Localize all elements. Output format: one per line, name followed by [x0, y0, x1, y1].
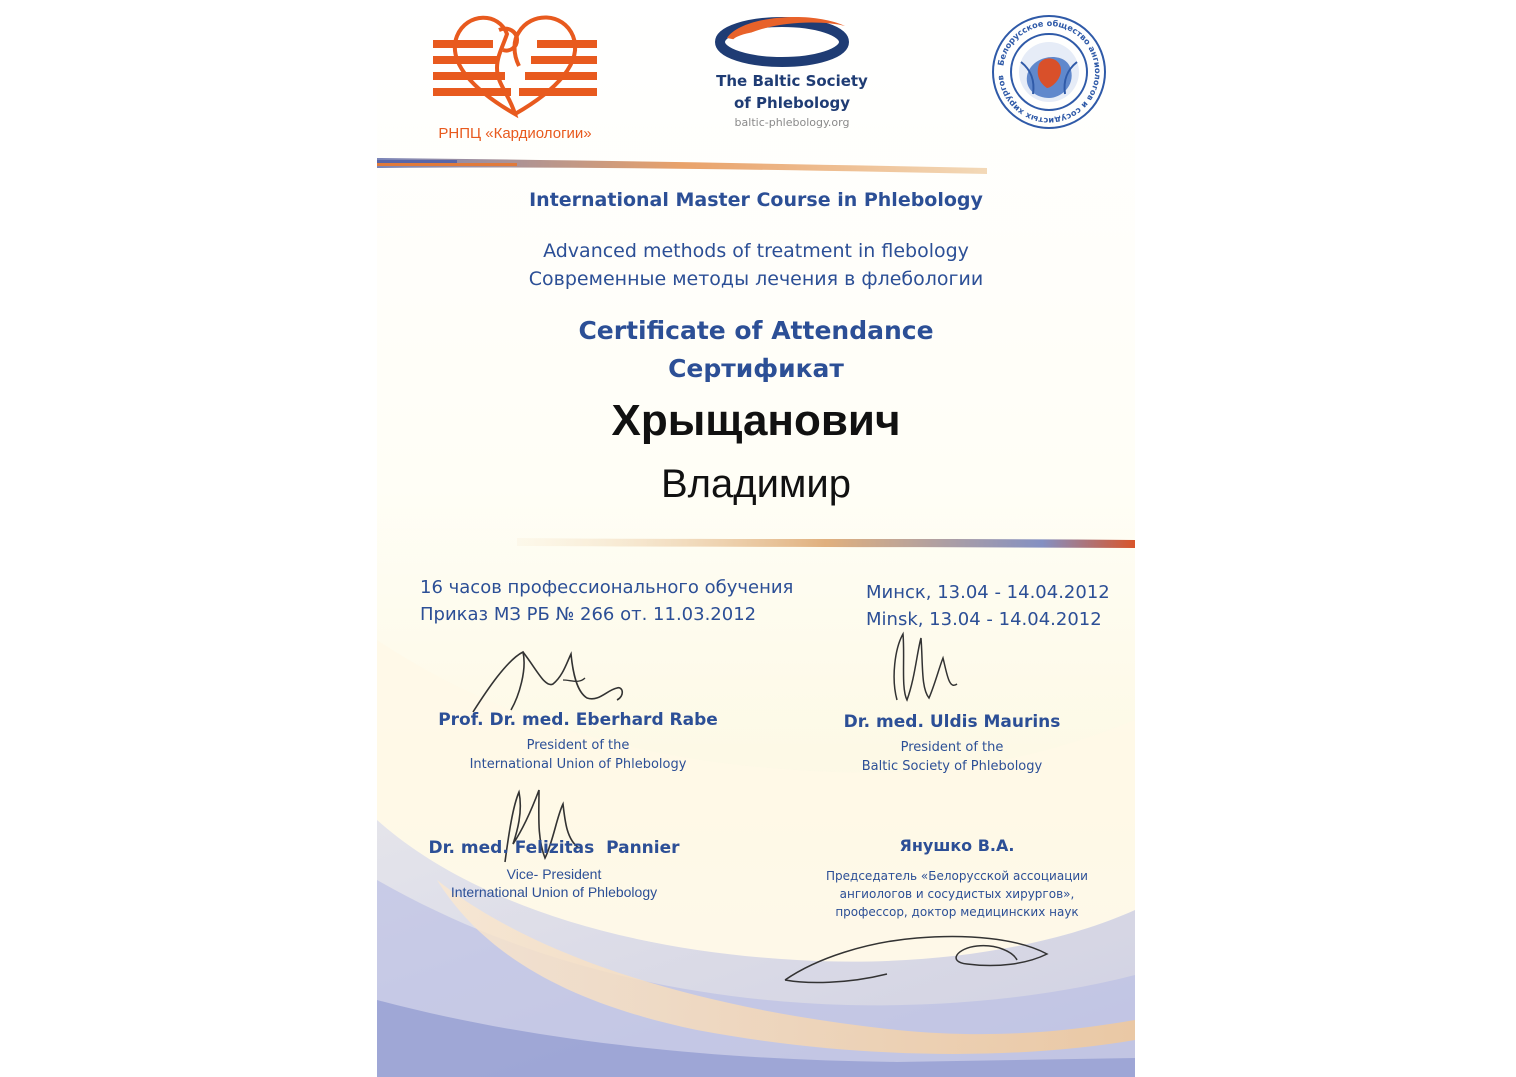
baltic-logo-line2: of Phlebology	[733, 94, 851, 112]
cardio-logo	[433, 10, 597, 140]
certificate-page	[377, 0, 1135, 1077]
heart-stripes-icon	[433, 10, 597, 120]
certificate-title-ru: Сертификат	[668, 354, 844, 383]
belarus-seal-logo	[991, 14, 1107, 130]
signatory-1-role-line1: President of the	[526, 738, 630, 753]
signatory-3-name: Dr. med. Felizitas Pannier	[428, 838, 680, 858]
signatory-4-name: Янушко В.А.	[899, 836, 1015, 855]
cardio-logo-name: РНПЦ «Кардиологии»	[438, 125, 592, 142]
signatory-3-role-line1: Vice- President	[506, 866, 602, 882]
signature-yanushko	[777, 918, 1067, 998]
signatory-1-name: Prof. Dr. med. Eberhard Rabe	[438, 710, 718, 730]
signatory-4-role-line1: Председатель «Белорусской ассоциации	[826, 869, 1088, 883]
signature-maurins	[877, 628, 967, 708]
baltic-swoosh-icon	[707, 12, 877, 68]
training-hours: 16 часов профессионального обучения	[420, 577, 794, 598]
seal-icon	[991, 14, 1107, 130]
ministry-order: Приказ МЗ РБ № 266 от. 11.03.2012	[420, 604, 757, 625]
certificate-title-en: Certificate of Attendance	[578, 316, 934, 345]
recipient-given-name: Владимир	[660, 462, 852, 506]
signatory-2-role-line1: President of the	[900, 740, 1004, 755]
event-place-en: Minsk, 13.04 - 14.04.2012	[866, 609, 1102, 630]
signatory-2-name: Dr. med. Uldis Maurins	[843, 712, 1061, 732]
signature-pannier	[487, 782, 587, 872]
baltic-logo-line1: The Baltic Society	[716, 72, 868, 90]
course-title: International Master Course in Phlebology	[529, 189, 983, 211]
course-subtitle-ru: Современные методы лечения в флебологии	[528, 268, 984, 290]
recipient-surname: Хрыщанович	[611, 396, 901, 445]
signatory-2-role-line2: Baltic Society of Phlebology	[861, 759, 1043, 774]
signatory-4-role-line2: ангиологов и сосудистых хирургов»,	[839, 887, 1075, 901]
signatory-1-role-line2: International Union of Phlebology	[469, 757, 687, 772]
baltic-logo	[707, 12, 877, 132]
event-place-ru: Минск, 13.04 - 14.04.2012	[866, 582, 1110, 603]
signatory-3-role-line2: International Union of Phlebology	[450, 884, 658, 900]
baltic-logo-url: baltic-phlebology.org	[734, 116, 850, 129]
signature-rabe	[467, 640, 637, 720]
course-subtitle-en: Advanced methods of treatment in flebology	[543, 240, 969, 262]
signatory-4-role-line3: профессор, доктор медицинских наук	[835, 905, 1079, 919]
seal-ring-text: Белорусское общество ангиологов и сосудистых хирургов	[995, 17, 1104, 127]
